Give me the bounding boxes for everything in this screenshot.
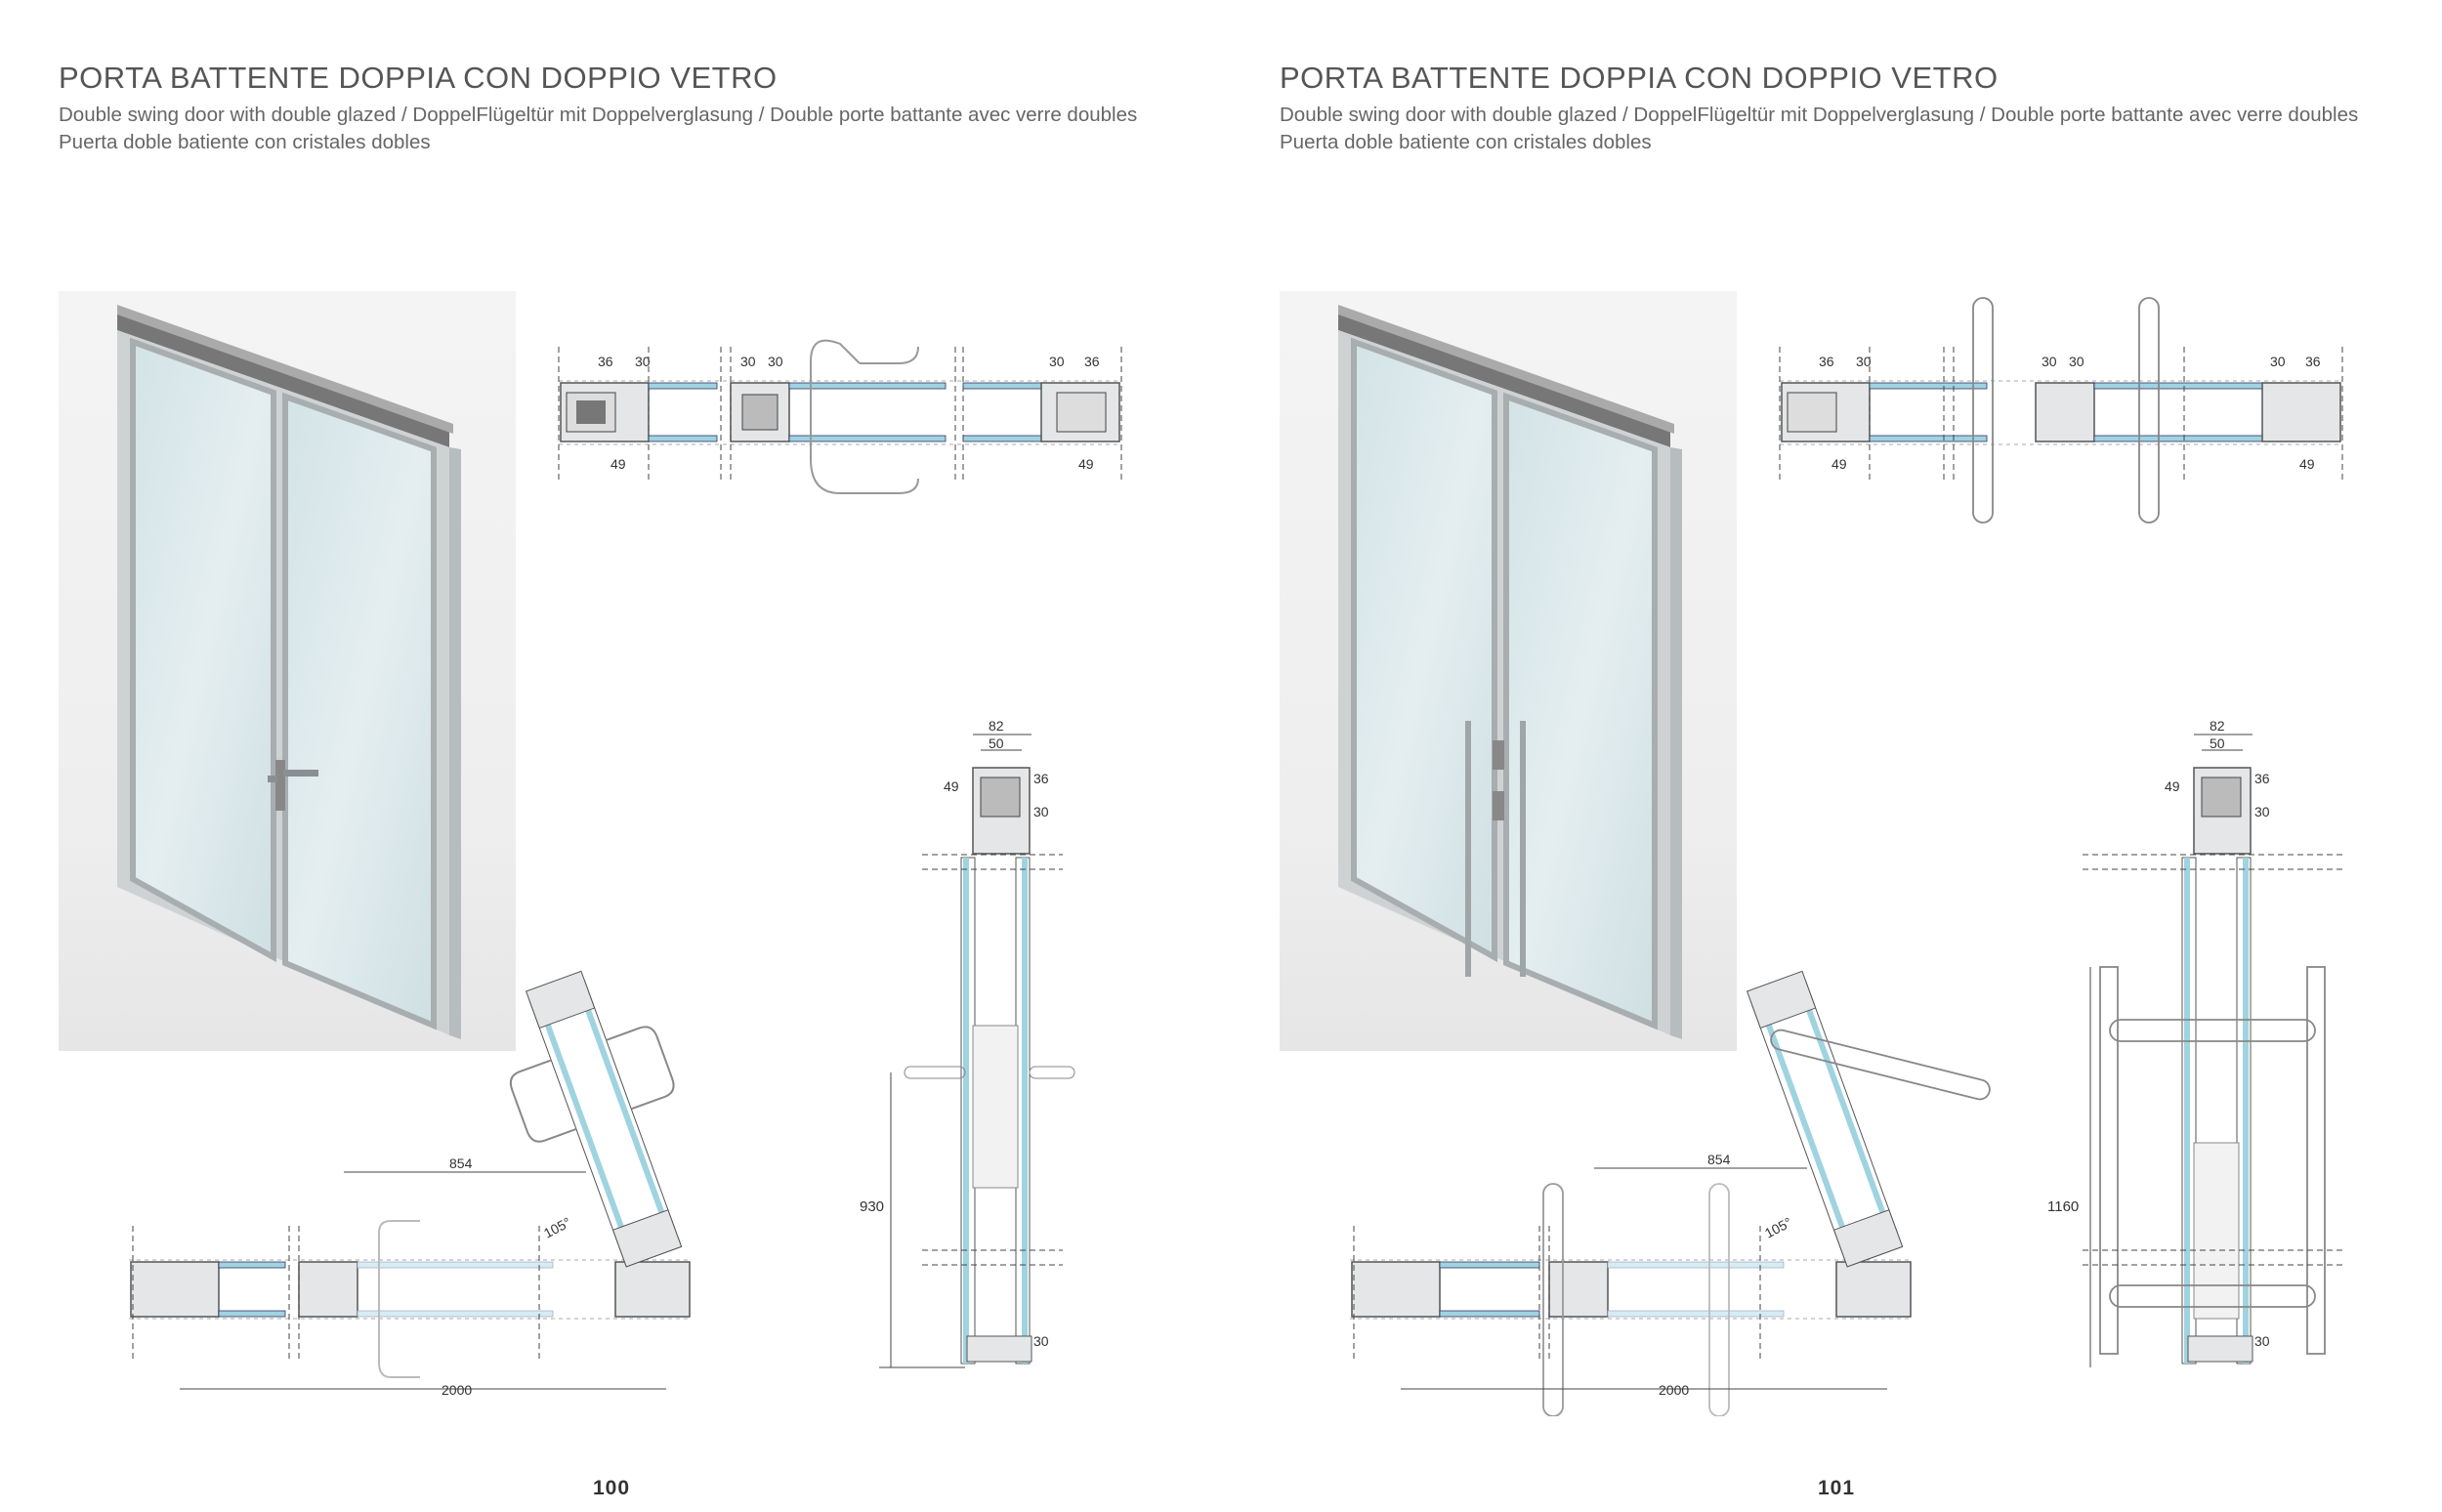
- dim-30: 30: [740, 354, 756, 369]
- page-title: PORTA BATTENTE DOPPIA CON DOPPIO VETRO: [1280, 61, 1999, 95]
- dim-82: 82: [2210, 718, 2225, 734]
- dim-36: 36: [2305, 354, 2321, 369]
- dim-30: 30: [1033, 804, 1049, 819]
- dim-82: 82: [989, 718, 1004, 734]
- dim-height: 930: [860, 1198, 885, 1215]
- page-subtitle: Double swing door with double glazed / DoppelFlügeltür mit Doppelverglasung / Double porte battante avec verre doubles: [1280, 104, 2359, 126]
- dim-49: 49: [2165, 778, 2180, 794]
- dim-50: 50: [989, 735, 1004, 751]
- vertical-section: [860, 718, 1074, 1367]
- technical-drawing: [1221, 283, 2442, 1416]
- dim-30: 30: [635, 354, 651, 369]
- dim-angle: 105°: [1761, 1213, 1794, 1241]
- dim-2000: 2000: [1659, 1382, 1690, 1398]
- dim-50: 50: [2210, 735, 2225, 751]
- page-subtitle-es: Puerta doble batiente con cristales dobles: [59, 131, 431, 153]
- page-subtitle-es: Puerta doble batiente con cristales dobles: [1280, 131, 1652, 153]
- dim-30: 30: [2069, 354, 2084, 369]
- technical-drawing: [0, 283, 1221, 1416]
- page-right: [1221, 0, 2442, 1512]
- dim-angle: 105°: [540, 1213, 573, 1241]
- dim-854: 854: [449, 1155, 473, 1171]
- dim-36: 36: [1084, 354, 1100, 369]
- dim-36: 36: [2254, 771, 2270, 786]
- plan-section-open: [129, 954, 728, 1398]
- dim-2000: 2000: [442, 1382, 473, 1398]
- vertical-section: [2047, 718, 2344, 1367]
- dim-36: 36: [598, 354, 613, 369]
- dim-30: 30: [1033, 1333, 1049, 1349]
- dim-36: 36: [1819, 354, 1834, 369]
- dim-30: 30: [2254, 1333, 2270, 1349]
- plan-section-top: [559, 341, 1121, 493]
- dim-30: 30: [768, 354, 783, 369]
- page-number: 101: [1817, 1477, 1856, 1499]
- dim-854: 854: [1707, 1152, 1731, 1167]
- dim-30: 30: [1049, 354, 1065, 369]
- dim-49: 49: [1078, 456, 1094, 472]
- page-title: PORTA BATTENTE DOPPIA CON DOPPIO VETRO: [59, 61, 778, 95]
- dim-height: 1160: [2047, 1198, 2080, 1215]
- page-subtitle: Double swing door with double glazed / DoppelFlügeltür mit Doppelverglasung / Double porte battante avec verre doubles: [59, 104, 1138, 126]
- page-number: 100: [592, 1477, 631, 1499]
- dim-30: 30: [2270, 354, 2286, 369]
- dim-30: 30: [1856, 354, 1872, 369]
- plan-section-top: [1780, 298, 2342, 523]
- plan-section-open: [1350, 971, 1992, 1416]
- dim-49: 49: [944, 778, 959, 794]
- dim-30: 30: [2042, 354, 2057, 369]
- dim-36: 36: [1033, 771, 1049, 786]
- dim-49: 49: [610, 456, 626, 472]
- dim-49: 49: [1832, 456, 1847, 472]
- dim-49: 49: [2299, 456, 2315, 472]
- dim-30: 30: [2254, 804, 2270, 819]
